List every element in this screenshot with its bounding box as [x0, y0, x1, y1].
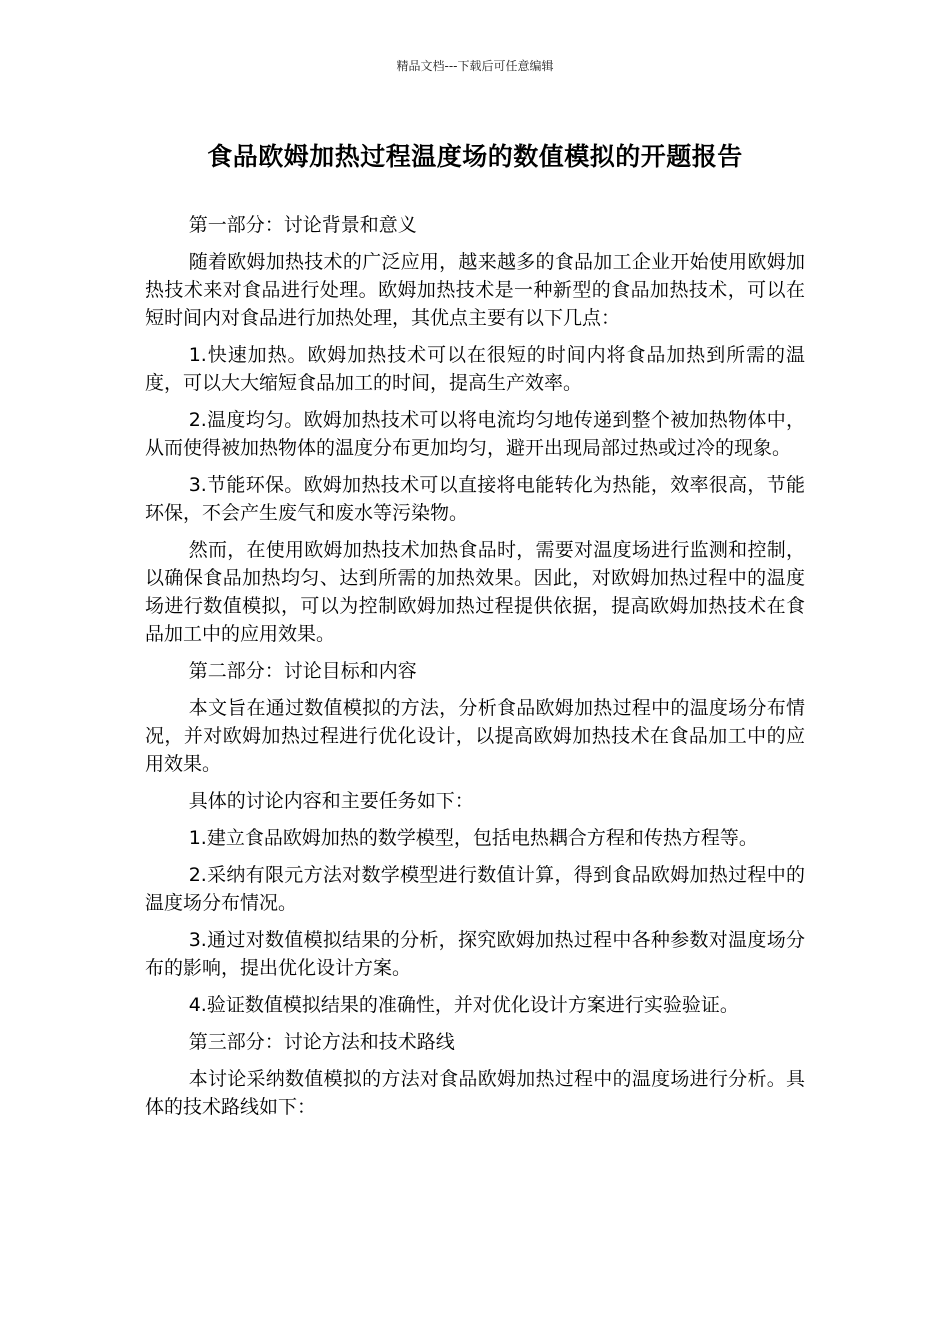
- task-item-validation: 4.验证数值模拟结果的准确性，并对优化设计方案进行实验验证。: [188, 994, 739, 1016]
- list-item-energy-saving: 3.节能环保。欧姆加热技术可以直接将电能转化为热能，效率很高，节能环保，不会产生废气和废水等污染物。: [145, 474, 805, 524]
- document-title: 食品欧姆加热过程温度场的数值模拟的开题报告: [207, 142, 743, 171]
- section-heading-methods: 第三部分：讨论方法和技术路线: [188, 1031, 455, 1053]
- task-item-model: 1.建立食品欧姆加热的数学模型，包括电热耦合方程和传热方程等。: [188, 827, 758, 849]
- document-body: [145, 211, 805, 1130]
- task-item-analysis: 3.通过对数值模拟结果的分析，探究欧姆加热过程中各种参数对温度场分布的影响，提出优化设计方案。: [145, 929, 805, 979]
- list-item-fast-heating: 1.快速加热。欧姆加热技术可以在很短的时间内将食品加热到所需的温度，可以大大缩短食品加工的时间，提高生产效率。: [145, 344, 805, 394]
- paragraph-intro: 随着欧姆加热技术的广泛应用，越来越多的食品加工企业开始使用欧姆加热技术来对食品进行处理。欧姆加热技术是一种新型的食品加热技术，可以在短时间内对食品进行加热处理，其优点主要有以下几点：: [145, 251, 805, 329]
- task-item-fem: 2.采纳有限元方法对数学模型进行数值计算，得到食品欧姆加热过程中的温度场分布情况。: [145, 864, 805, 914]
- paragraph-methods: 本讨论采纳数值模拟的方法对食品欧姆加热过程中的温度场进行分析。具体的技术路线如下：: [145, 1068, 805, 1118]
- section-heading-objectives: 第二部分：讨论目标和内容: [188, 660, 417, 682]
- page-header-note: 精品文档---下载后可任意编辑: [396, 59, 554, 73]
- paragraph-significance: 然而，在使用欧姆加热技术加热食品时，需要对温度场进行监测和控制，以确保食品加热均匀、达到所需的加热效果。因此，对欧姆加热过程中的温度场进行数值模拟，可以为控制欧姆加热过程提供依据，提高欧姆加热技术在食品加工中的应用效果。: [145, 539, 805, 645]
- list-item-uniform-temperature: 2.温度均匀。欧姆加热技术可以将电流均匀地传递到整个被加热物体中，从而使得被加热物体的温度分布更加均匀，避开出现局部过热或过冷的现象。: [145, 409, 805, 459]
- paragraph-tasks-intro: 具体的讨论内容和主要任务如下：: [188, 790, 474, 812]
- paragraph-objective: 本文旨在通过数值模拟的方法，分析食品欧姆加热过程中的温度场分布情况，并对欧姆加热过程进行优化设计，以提高欧姆加热技术在食品加工中的应用效果。: [145, 697, 805, 775]
- section-heading-background: 第一部分：讨论背景和意义: [188, 214, 417, 236]
